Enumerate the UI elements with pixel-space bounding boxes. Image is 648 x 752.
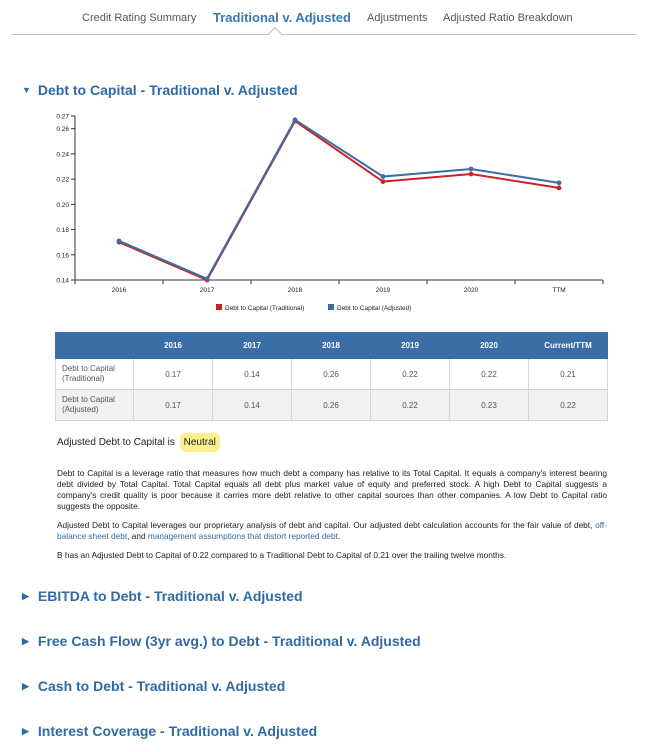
section-title: Interest Coverage - Traditional v. Adjusted [37,723,318,739]
section-title-debt-to-capital: Debt to Capital - Traditional v. Adjusted [37,82,298,98]
active-tab-indicator [268,27,282,41]
y-tick-label: 0.20 [56,201,69,209]
traditional-data-point [469,172,474,177]
table-cell: 0.21 [529,359,608,390]
description-text: . [337,531,341,541]
tab-divider [12,34,636,35]
section-header-interest-coverage[interactable] [22,723,317,739]
caret-right-icon: ▶ [22,591,29,601]
table-cell: 0.14 [213,390,292,421]
section-header-cash-to-debt[interactable] [22,678,285,694]
x-tick-label: TTM [552,287,566,294]
y-tick-label: 0.18 [56,227,69,235]
caret-right-icon: ▶ [22,681,29,691]
section-header-ebitda-to-debt[interactable] [22,588,303,604]
traditional-data-point [557,186,562,191]
section-header-free-cash-flow-to-debt[interactable] [22,633,421,649]
table-cell: 0.22 [529,390,608,421]
table-cell: 0.22 [371,390,450,421]
summary-paragraph: B has an Adjusted Debt to Capital of 0.22 compared to a Traditional Debt to Capital of 0.21 over the trailing twelve months. [57,550,507,560]
x-tick-label: 2016 [111,287,127,294]
caret-down-icon: ▼ [22,85,31,95]
table-header-row [56,333,608,359]
tab-adjusted-ratio-breakdown[interactable]: Adjusted Ratio Breakdown [443,12,573,24]
debt-to-capital-chart [0,100,648,325]
description-paragraph: Debt to Capital is a leverage ratio that measures how much debt a company has relative to its Total Capital. It equals a company's interest bearing debt divided by Total Capital. Total Capital equals all debt plus market value of equity and preferred stock. A high Debt to Capital suggests a company's credit quality is poor because it carries more debt relative to other capital sources than other companies. A low Debt to Capital ratio suggests the opposite. [57,468,607,511]
table-cell: 0.14 [213,359,292,390]
table-header-cell: Current/TTM [529,333,608,359]
y-tick-label: 0.16 [56,252,69,260]
adjusted-data-point [381,174,386,179]
table-cell: 0.26 [292,359,371,390]
table-header-cell: 2017 [213,333,292,359]
table-header-cell: 2019 [371,333,450,359]
adjusted-data-point [469,167,474,172]
description-text: Adjusted Debt to Capital leverages our proprietary analysis of debt and capital. Our adjusted debt calculation accounts for the fair value of debt, [57,520,593,530]
adjusted-series-line [119,120,559,279]
adjusted-data-point [293,117,298,122]
table-header-cell [56,333,134,359]
table-cell: 0.23 [450,390,529,421]
table-cell: 0.22 [371,359,450,390]
section-title: EBITDA to Debt - Traditional v. Adjusted [37,588,303,604]
table-row [56,390,608,421]
table-cell: 0.22 [450,359,529,390]
y-tick-label: 0.14 [56,277,69,285]
table-header-cell: 2020 [450,333,529,359]
legend-label-adjusted: Debt to Capital (Adjusted) [337,305,412,312]
row-label: Debt to Capital (Traditional) [56,359,134,390]
adjusted-data-point [117,238,122,243]
x-tick-label: 2019 [375,287,391,294]
caret-right-icon: ▶ [22,636,29,646]
y-tick-label: 0.24 [56,151,69,159]
adjusted-data-point [205,276,210,281]
tab-adjustments[interactable]: Adjustments [367,12,428,24]
table-row [56,359,608,390]
legend-swatch-traditional [216,304,222,310]
section-title: Free Cash Flow (3yr avg.) to Debt - Traditional v. Adjusted [37,633,421,649]
section-title: Cash to Debt - Traditional v. Adjusted [37,678,286,694]
y-tick-label: 0.22 [56,176,69,184]
traditional-data-point [381,179,386,184]
rating-badge: Neutral [180,433,220,452]
y-tick-label: 0.26 [56,126,69,134]
table-header-cell: 2018 [292,333,371,359]
rating-prefix: Adjusted Debt to Capital is [57,437,175,448]
tab-traditional-v-adjusted[interactable]: Traditional v. Adjusted [213,10,351,25]
x-tick-label: 2017 [199,287,215,294]
caret-right-icon: ▶ [22,726,29,736]
traditional-series-line [119,121,559,280]
description-text: , and [127,531,146,541]
y-tick-label: 0.27 [56,113,69,121]
rating-line [57,433,220,452]
x-tick-label: 2020 [463,287,479,294]
legend-swatch-adjusted [328,304,334,310]
row-label: Debt to Capital (Adjusted) [56,390,134,421]
tab-bar [0,0,648,36]
table-header-cell: 2016 [134,333,213,359]
adjusted-data-point [557,180,562,185]
table-cell: 0.17 [134,359,213,390]
tab-credit-rating-summary[interactable]: Credit Rating Summary [82,12,197,24]
debt-to-capital-table [55,332,608,421]
table-cell: 0.17 [134,390,213,421]
section-header-debt-to-capital[interactable] [22,82,298,98]
management-assumptions-link[interactable]: management assumptions that distort reported debt [147,531,338,541]
description-paragraph [57,520,607,542]
table-cell: 0.26 [292,390,371,421]
legend-label-traditional: Debt to Capital (Traditional) [225,305,305,312]
x-tick-label: 2018 [287,287,303,294]
off-balance-sheet-debt-link[interactable]: off-balance sheet debt [57,520,607,541]
